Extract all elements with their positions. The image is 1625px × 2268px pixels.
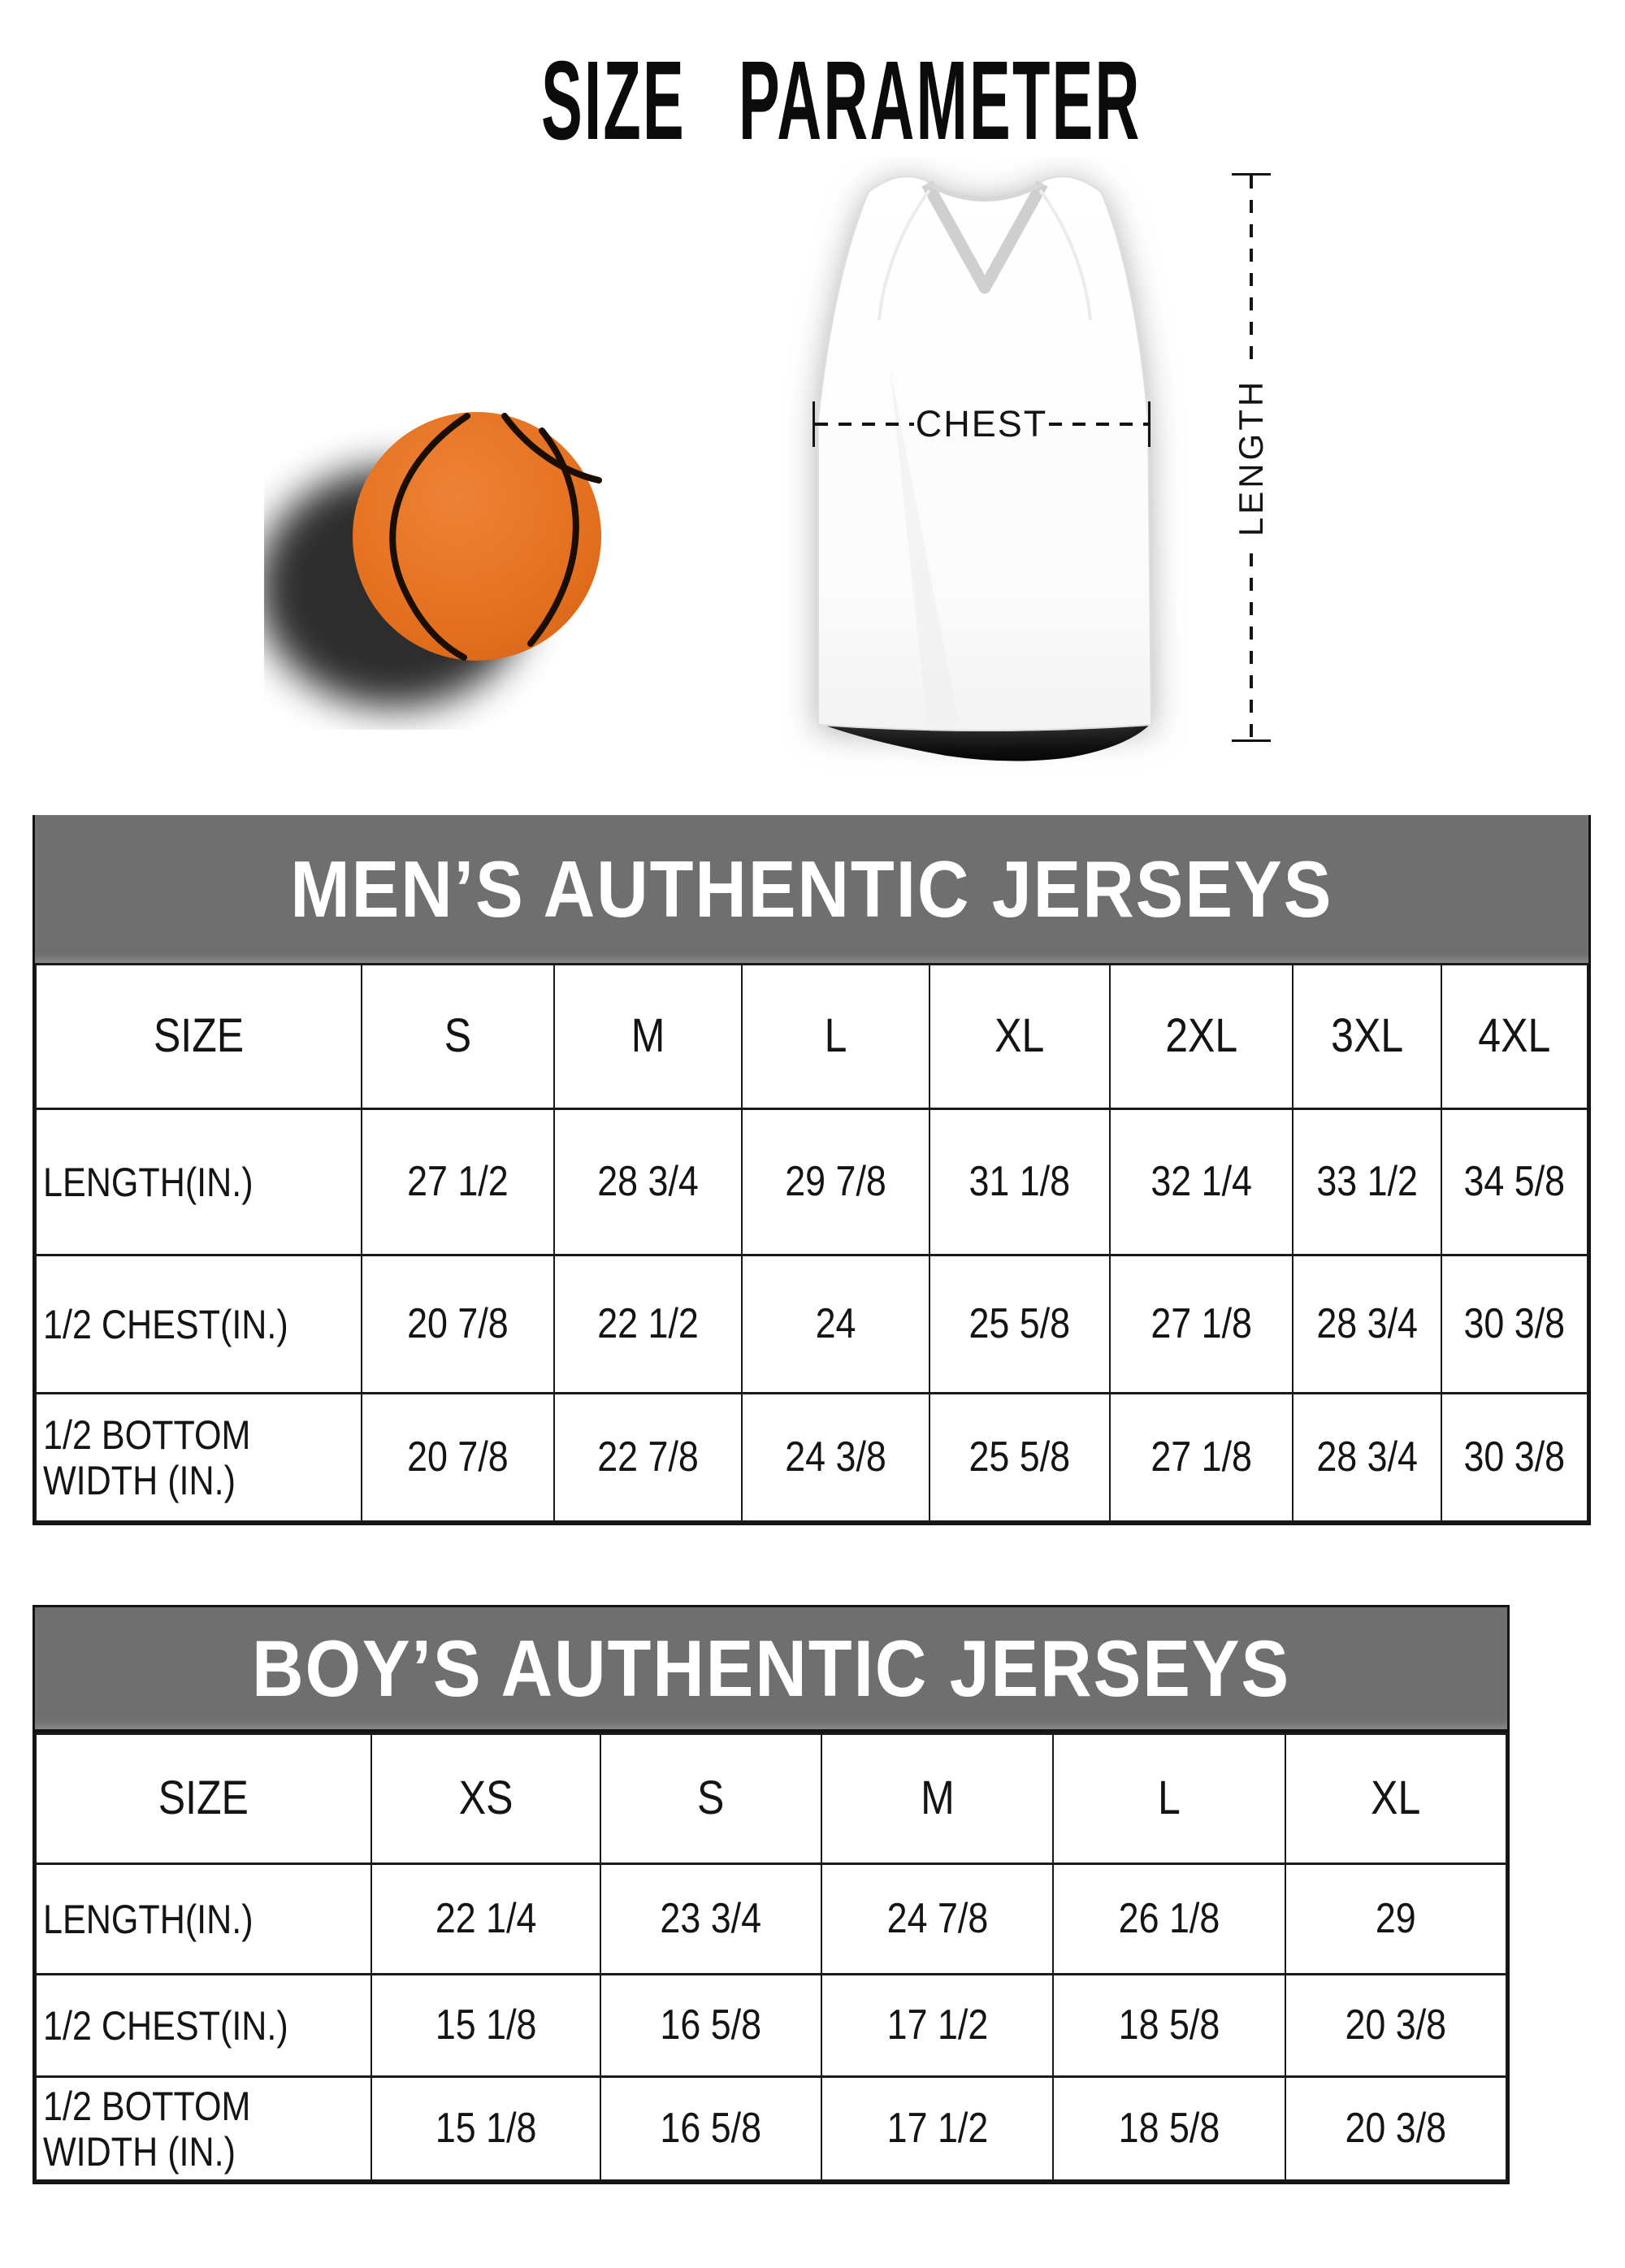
chest-measure-annotation <box>812 401 1150 447</box>
boys-col-xs: XS <box>371 1734 600 1864</box>
length-dashed-line-bottom <box>1250 553 1253 740</box>
boys-half-chest-row: 1/2 CHEST(IN.) 15 1/8 16 5/8 17 1/2 18 5/8 20 3/8 <box>36 1975 1506 2077</box>
row-label: LENGTH(IN.) <box>36 1109 362 1255</box>
length-label: LENGTH <box>1232 378 1271 537</box>
chest-dashed-line-left <box>815 423 914 426</box>
mens-col-2xl: 2XL <box>1110 965 1293 1109</box>
chest-label: CHEST <box>915 403 1048 444</box>
length-measure-annotation <box>1228 173 1274 742</box>
mens-col-m: M <box>554 965 742 1109</box>
jersey-body <box>818 176 1151 731</box>
mens-length-row: LENGTH(IN.) 27 1/2 28 3/4 29 7/8 31 1/8 32 1/4 33 1/2 34 5/8 <box>36 1109 1588 1255</box>
mens-col-l: L <box>742 965 930 1109</box>
boys-col-l: L <box>1053 1734 1285 1864</box>
mens-half-bottom-row: 1/2 BOTTOM WIDTH (IN.) 20 7/8 22 7/8 24 3/8 25 5/8 27 1/8 28 3/4 30 3/8 <box>36 1394 1588 1522</box>
boys-table-header-bar <box>35 1607 1507 1732</box>
boys-size-label-cell: SIZE <box>36 1734 371 1864</box>
row-label: 1/2 BOTTOM WIDTH (IN.) <box>36 2077 371 2181</box>
boys-col-s: S <box>600 1734 821 1864</box>
row-label: LENGTH(IN.) <box>36 1864 371 1975</box>
mens-table-title: MEN’S AUTHENTIC JERSEYS <box>290 843 1333 934</box>
row-label: 1/2 CHEST(IN.) <box>36 1255 362 1394</box>
length-dashed-line-top <box>1250 176 1253 362</box>
row-label: 1/2 CHEST(IN.) <box>36 1975 371 2077</box>
row-label: 1/2 BOTTOM WIDTH (IN.) <box>36 1394 362 1522</box>
length-label-box <box>1172 362 1330 553</box>
chest-dashed-line-right <box>1049 423 1148 426</box>
mens-half-chest-row: 1/2 CHEST(IN.) 20 7/8 22 1/2 24 25 5/8 27 1/8 28 3/4 30 3/8 <box>36 1255 1588 1394</box>
basketball-icon <box>264 380 654 730</box>
mens-table-header-bar <box>35 815 1588 963</box>
chest-right-tick <box>1148 401 1150 447</box>
mens-col-4xl: 4XL <box>1441 965 1588 1109</box>
boys-length-row: LENGTH(IN.) 22 1/4 23 3/4 24 7/8 26 1/8 29 <box>36 1864 1506 1975</box>
boys-col-m: M <box>821 1734 1054 1864</box>
mens-col-xl: XL <box>930 965 1110 1109</box>
boys-size-table <box>32 1605 1510 2184</box>
mens-col-s: S <box>362 965 554 1109</box>
boys-table-title: BOY’S AUTHENTIC JERSEYS <box>251 1623 1291 1713</box>
mens-col-3xl: 3XL <box>1293 965 1441 1109</box>
page-title <box>32 38 1625 163</box>
page-title-text: SIZE PARAMETER <box>540 38 1142 163</box>
mens-size-header-row <box>36 965 1588 1109</box>
length-bottom-tick <box>1232 739 1271 742</box>
boys-half-bottom-row: 1/2 BOTTOM WIDTH (IN.) 15 1/8 16 5/8 17 1/2 18 5/8 20 3/8 <box>36 2077 1506 2181</box>
boys-col-xl: XL <box>1285 1734 1506 1864</box>
boys-size-header-row <box>36 1734 1506 1864</box>
mens-size-table <box>32 815 1591 1525</box>
mens-size-label-cell: SIZE <box>36 965 362 1109</box>
